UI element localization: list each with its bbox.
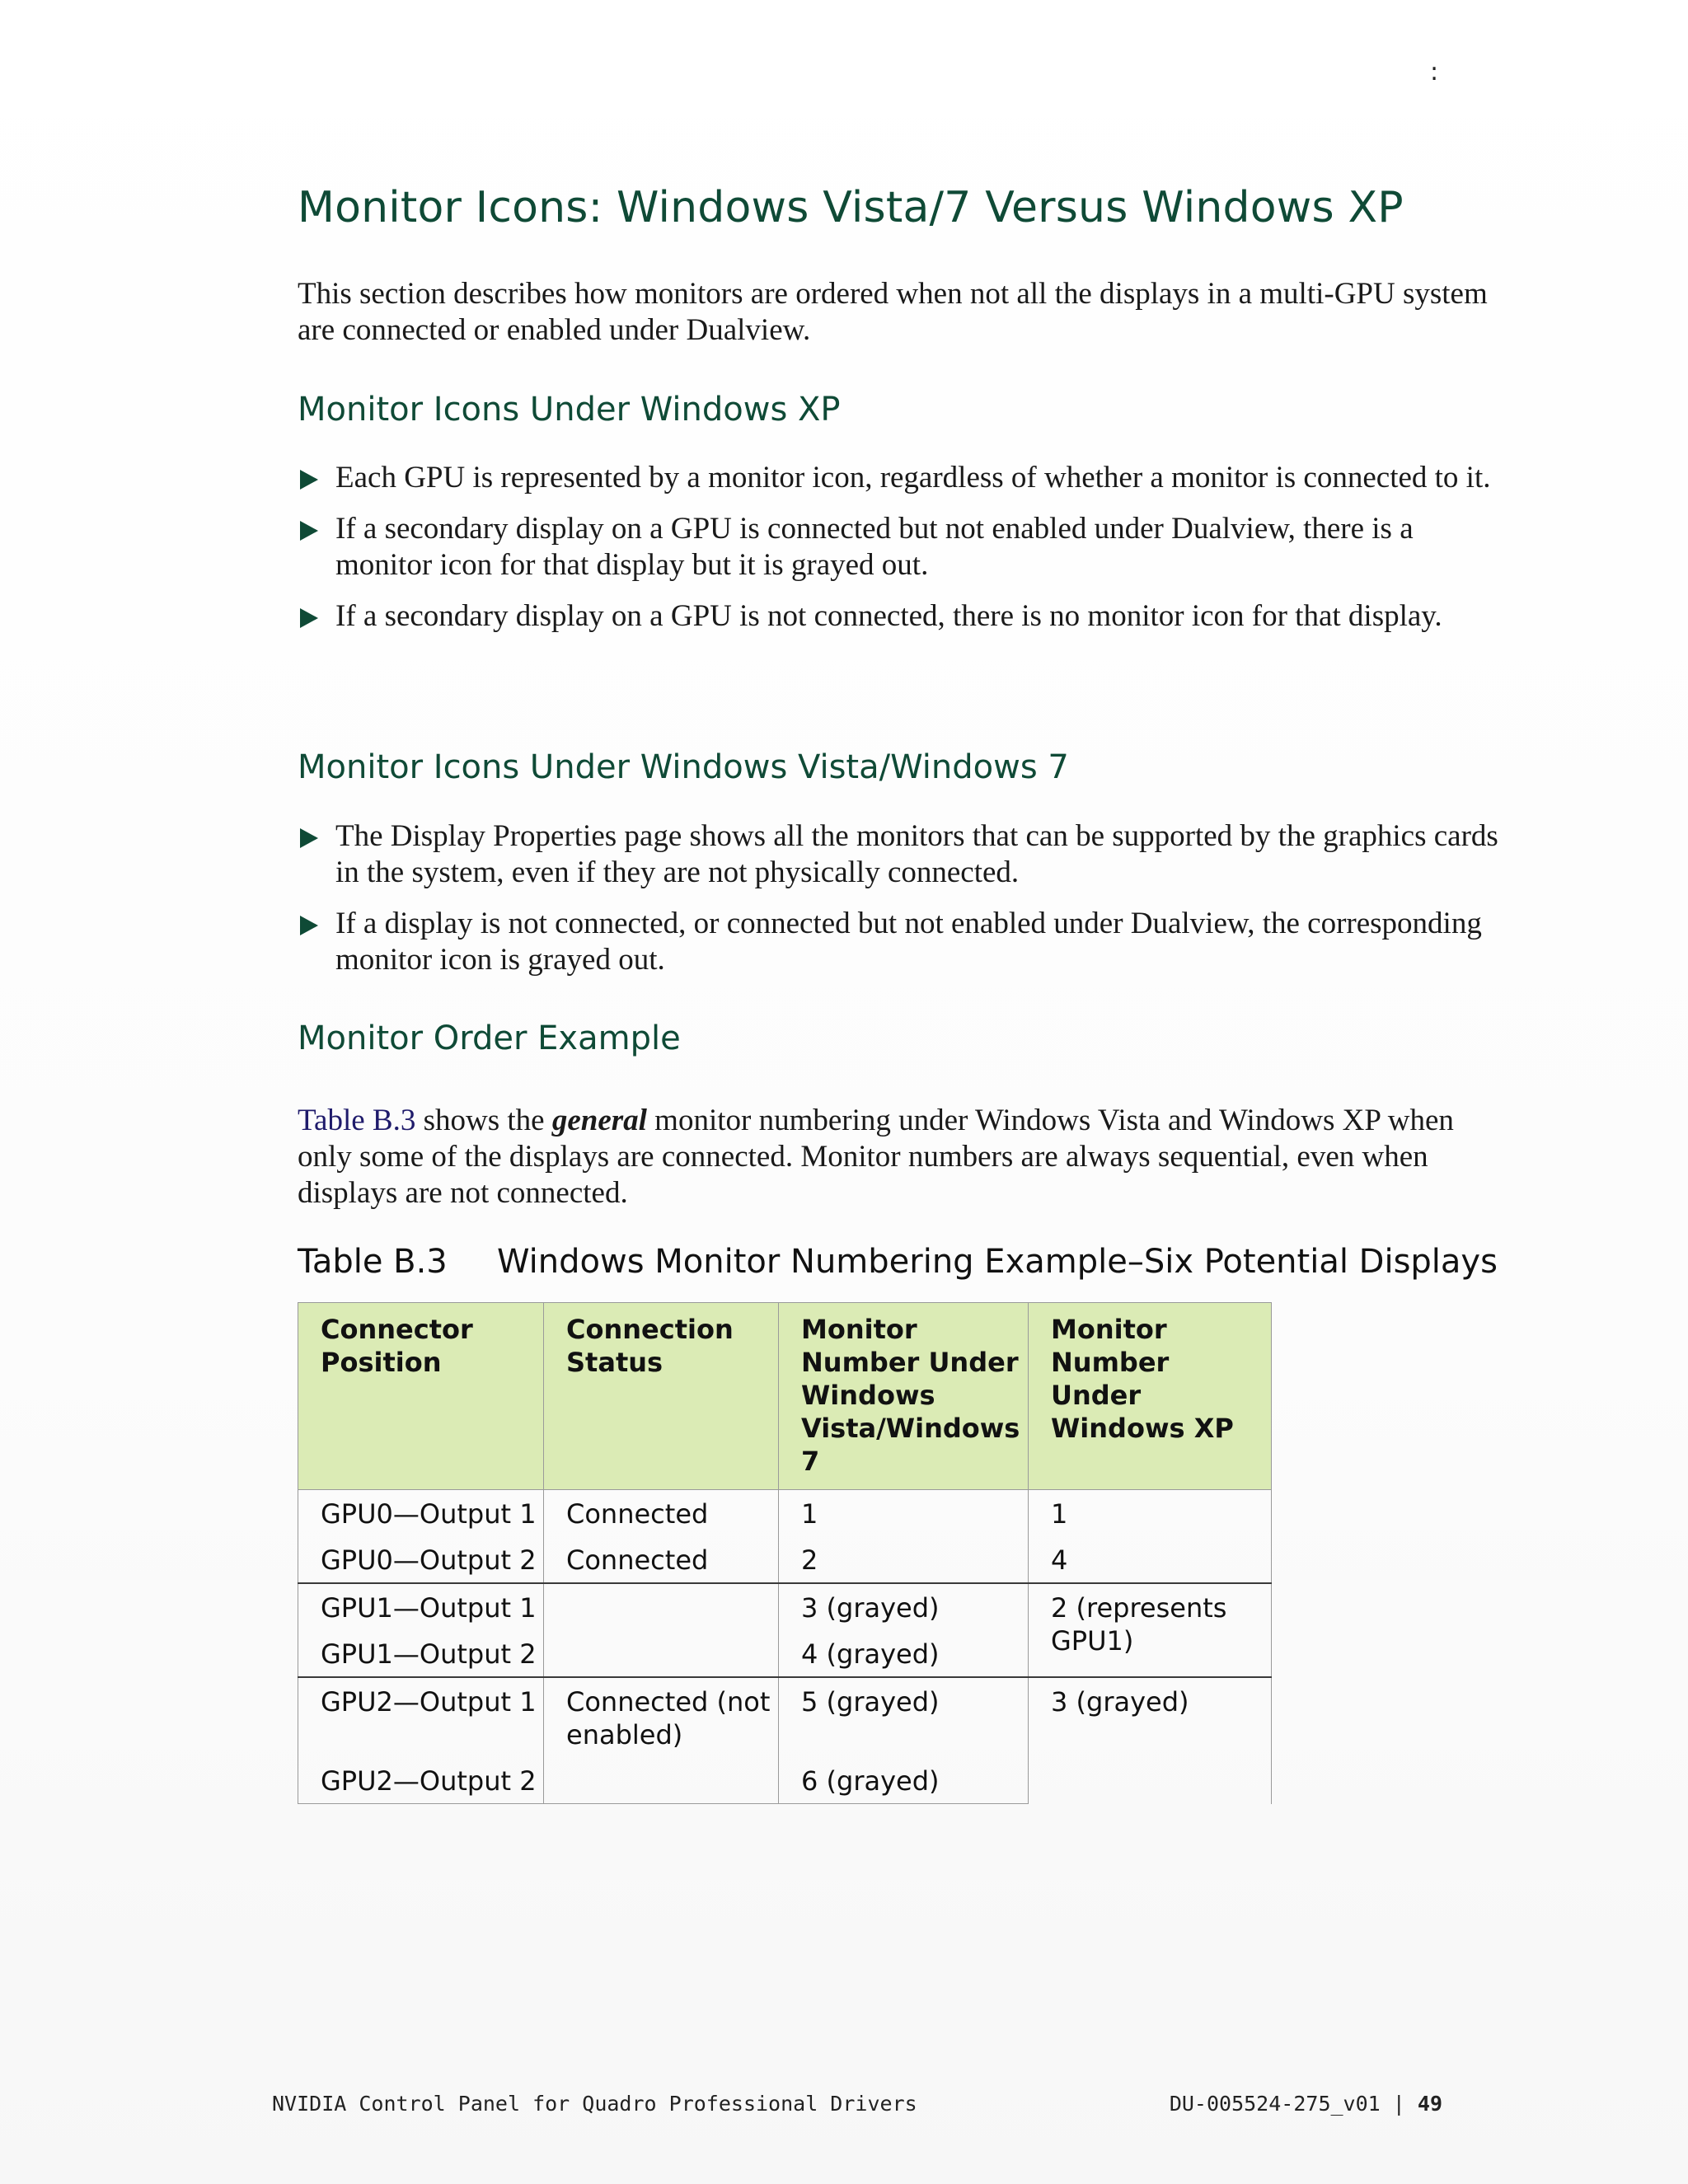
table-cell: Connected xyxy=(544,1490,779,1537)
section-heading-vista: Monitor Icons Under Windows Vista/Windows 7 xyxy=(298,748,1069,786)
table-cell: GPU2—Output 2 xyxy=(298,1757,544,1804)
table-caption xyxy=(298,1243,1498,1281)
table-caption-title: Windows Monitor Numbering Example–Six Potential Displays xyxy=(497,1243,1498,1281)
table-header-row xyxy=(298,1303,1272,1490)
table-cell: 4 xyxy=(1029,1536,1272,1583)
table-cell: GPU1—Output 2 xyxy=(298,1630,544,1677)
table-cell: GPU1—Output 1 xyxy=(298,1583,544,1630)
table-cell xyxy=(544,1757,779,1804)
intro-paragraph: This section describes how monitors are ordered when not all the displays in a multi-GPU system are connected or enabled under Dualview. xyxy=(298,277,1488,347)
table-cell: 2 xyxy=(779,1536,1029,1583)
page-number: 49 xyxy=(1417,2092,1442,2116)
bullet-triangle-icon xyxy=(300,521,318,541)
example-paragraph: Table B.3 shows the general monitor numbering under Windows Vista and Windows XP when only some of the displays are connected. Monitor numbers are always sequential, even when displays are not connected. xyxy=(298,1104,1454,1210)
table-cell: Connected xyxy=(544,1536,779,1583)
bullet-triangle-icon xyxy=(300,608,318,628)
table-cell: GPU0—Output 1 xyxy=(298,1490,544,1537)
table-cell: Connected (not enabled) xyxy=(544,1677,779,1757)
table-cell: 3 (grayed) xyxy=(1029,1677,1272,1804)
table-cell: 6 (grayed) xyxy=(779,1757,1029,1804)
table-row xyxy=(298,1677,1272,1757)
list-item: If a secondary display on a GPU is connected but not enabled under Dualview, there is a monitor icon for that display but it is grayed out. xyxy=(298,511,1501,583)
column-header: Connection Status xyxy=(544,1303,779,1490)
table-reference-link[interactable]: Table B.3 xyxy=(298,1104,416,1137)
column-header: Monitor Number Under Windows XP xyxy=(1029,1303,1272,1490)
bullet-list-vista xyxy=(298,818,1501,978)
list-item: If a display is not connected, or connected but not enabled under Dualview, the corresponding monitor icon is grayed out. xyxy=(298,906,1501,978)
table-cell: 2 (represents GPU1) xyxy=(1029,1583,1272,1677)
header-colon: : xyxy=(1430,58,1439,87)
list-item: If a secondary display on a GPU is not connected, there is no monitor icon for that display. xyxy=(298,598,1501,635)
bullet-list-xp xyxy=(298,460,1501,635)
table-cell: GPU2—Output 1 xyxy=(298,1677,544,1757)
page-title: Monitor Icons: Windows Vista/7 Versus Windows XP xyxy=(298,183,1404,232)
table-row xyxy=(298,1583,1272,1630)
footer-page-info xyxy=(1170,2092,1442,2116)
table-caption-number: Table B.3 xyxy=(298,1243,448,1281)
table-cell: 1 xyxy=(779,1490,1029,1537)
footer-document-title: NVIDIA Control Panel for Quadro Professional Drivers xyxy=(272,2092,917,2116)
list-item: Each GPU is represented by a monitor icon, regardless of whether a monitor is connected to it. xyxy=(298,460,1501,496)
section-heading-xp: Monitor Icons Under Windows XP xyxy=(298,391,841,429)
table-cell xyxy=(544,1630,779,1677)
table-cell: 1 xyxy=(1029,1490,1272,1537)
footer-doc-id: DU-005524-275_v01 xyxy=(1169,2092,1381,2116)
bullet-triangle-icon xyxy=(300,470,318,490)
table-row xyxy=(298,1536,1272,1583)
column-header: Monitor Number Under Windows Vista/Windows 7 xyxy=(779,1303,1029,1490)
monitor-numbering-table xyxy=(298,1302,1272,1804)
table-cell: 4 (grayed) xyxy=(779,1630,1029,1677)
table-row xyxy=(298,1490,1272,1537)
bullet-triangle-icon xyxy=(300,828,318,848)
footer-separator: | xyxy=(1392,2092,1405,2116)
section-heading-order-example: Monitor Order Example xyxy=(298,1019,681,1057)
table-cell: 3 (grayed) xyxy=(779,1583,1029,1630)
bullet-triangle-icon xyxy=(300,916,318,935)
table-cell: GPU0—Output 2 xyxy=(298,1536,544,1583)
table-cell xyxy=(544,1583,779,1630)
list-item: The Display Properties page shows all the monitors that can be supported by the graphics cards in the system, even if they are not physically connected. xyxy=(298,818,1501,891)
table-cell: 5 (grayed) xyxy=(779,1677,1029,1757)
column-header: Connector Position xyxy=(298,1303,544,1490)
